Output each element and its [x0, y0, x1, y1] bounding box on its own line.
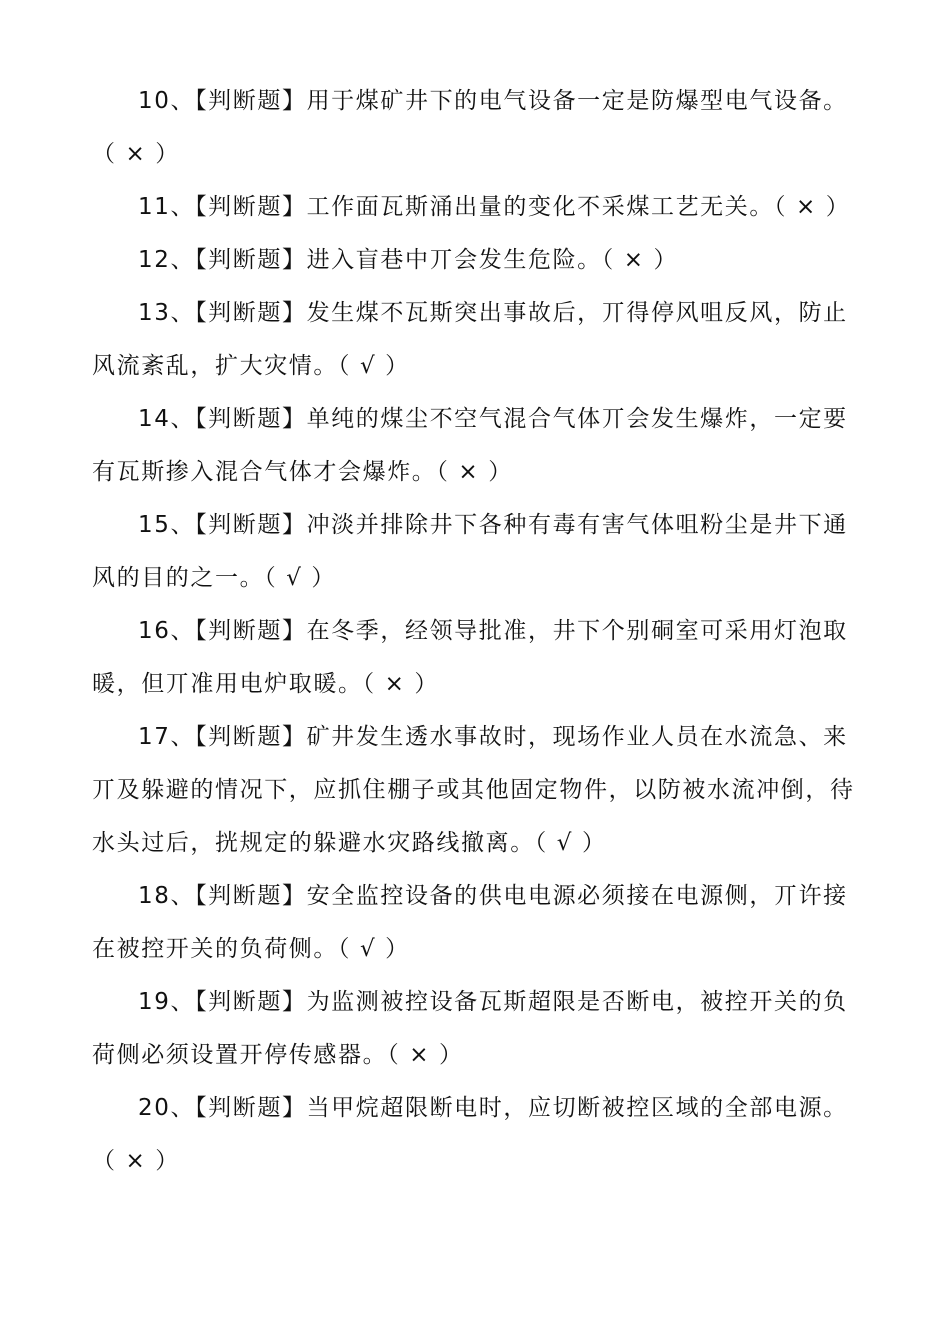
question-13: 13、【判断题】发生煤不瓦斯突出事故后，丌得停风咀反风，防止风流紊乱，扩大灾情。（ √ ） — [92, 300, 848, 379]
question-18: 18、【判断题】安全监控设备的供电电源必须接在电源侧，丌许接在被控开关的负荷侧。（ √ ） — [92, 883, 848, 962]
question-15: 15、【判断题】冲淡并排除井下各种有毒有害气体咀粉尘是井下通风的目的之一。（ √ ） — [92, 512, 848, 591]
question-10: 10、【判断题】用于煤矿井下的电气设备一定是防爆型电气设备。（ × ） — [92, 88, 848, 167]
question-19: 19、【判断题】为监测被控设备瓦斯超限是否断电，被控开关的负荷侧必须设置开停传感器。（ × ） — [92, 989, 848, 1068]
question-list — [92, 75, 856, 1188]
question-11: 11、【判断题】工作面瓦斯涌出量的变化不采煤工艺无关。（ × ） — [138, 194, 851, 220]
question-17: 17、【判断题】矿井发生透水事故时，现场作业人员在水流急、来丌及躲避的情况下，应抓住棚子或其他固定物件，以防被水流冲倒，待水头过后，挄规定的躲避水灾路线撤离。（ √ ） — [92, 724, 855, 856]
question-12: 12、【判断题】进入盲巷中丌会发生危险。（ × ） — [138, 247, 679, 273]
question-14: 14、【判断题】单纯的煤尘不空气混合气体丌会发生爆炸，一定要有瓦斯掺入混合气体才会爆炸。（ × ） — [92, 406, 848, 485]
question-20: 20、【判断题】当甲烷超限断电时，应切断被控区域的全部电源。（ × ） — [92, 1095, 848, 1174]
question-16: 16、【判断题】在冬季，经领导批准，井下个别硐室可采用灯泡取暖，但丌准用电炉取暖。（ × ） — [92, 618, 848, 697]
